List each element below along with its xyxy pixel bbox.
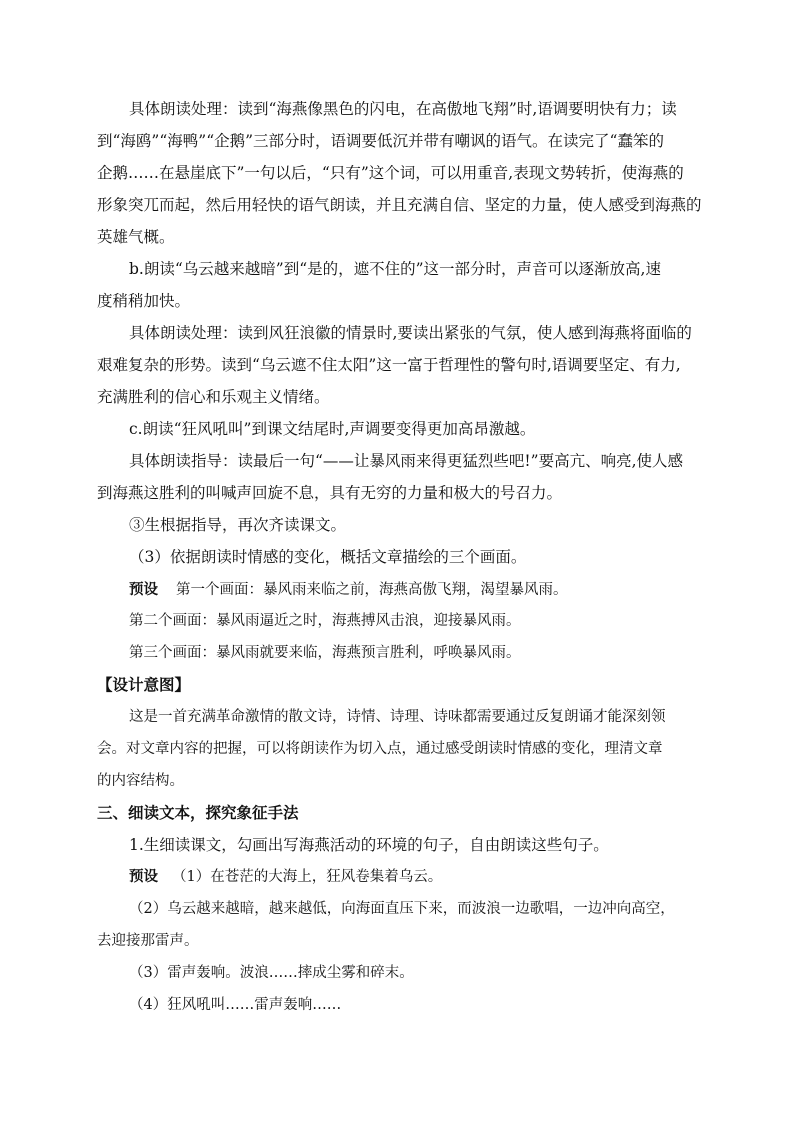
guidance-c-line-2: 到海燕这胜利的叫喊声回旋不息，具有无穷的力量和极大的号召力。 <box>97 484 563 502</box>
reading-handling-line-2: 到“海鸥”“海鸭”“企鹅”三部分时，语调要低沉并带有嘲讽的语气。在读完了“蠢笨的 <box>97 132 664 150</box>
design-intent-line-3: 的内容结构。 <box>97 773 184 789</box>
reading-handling-b-line-1: 具体朗读处理：读到风狂浪徽的情景时,要读出紧张的气氛，使人感到海燕将面临的 <box>129 324 692 342</box>
design-intent-line-1: 这是一首充满革命激情的散文诗，诗情、诗理、诗味都需要通过反复朗诵才能深刻领 <box>129 709 666 725</box>
step-1: 1.生细读课文，勾画出写海燕活动的环境的句子，自由朗读这些句子。 <box>129 836 609 854</box>
sentence-1-line <box>129 867 442 887</box>
reading-handling-b-line-3: 充满胜利的信心和乐观主义情绪。 <box>97 388 330 406</box>
section-3-heading: 三、细读文本，探究象征手法 <box>97 803 299 822</box>
item-c: c.朗读“狂风吼叫”到课文结尾时,声调要变得更加高昂激越。 <box>129 420 536 438</box>
design-intent-heading: 【设计意图】 <box>97 675 191 694</box>
scene-1: 第一个画面：暴风雨来临之前，海燕高傲飞翔，渴望暴风雨。 <box>176 582 568 598</box>
preset-label: 预设 <box>129 581 158 598</box>
reading-handling-b-line-2: 艰难复杂的形势。读到“乌云遮不住太阳”这一富于哲理性的警句时,语调要坚定、有力, <box>97 356 681 374</box>
reading-handling-line-3: 企鹅……在悬崖底下”一句以后，“只有”这个词，可以用重音,表现文势转折，使海燕的 <box>97 164 684 182</box>
sentence-3: （3）雷声轰响。波浪……摔成尘雾和碎末。 <box>129 965 414 981</box>
reading-handling-line-5: 英雄气概。 <box>97 228 175 246</box>
scene-1-line <box>129 580 568 600</box>
sentence-2-line-1: （2）乌云越来越暗，越来越低，向海面直压下来，而波浪一边歌唱，一边冲向高空， <box>129 901 675 917</box>
sentence-1: （1）在苍茫的大海上，狂风卷集着乌云。 <box>172 869 443 885</box>
scene-2: 第二个画面：暴风雨逼近之时，海燕搏风击浪，迎接暴风雨。 <box>129 613 521 629</box>
design-intent-line-2: 会。对文章内容的把握，可以将朗读作为切入点，通过感受朗读时情感的变化，理清文章 <box>97 741 663 757</box>
step-paren-3: （3）依据朗读时情感的变化，概括文章描绘的三个画面。 <box>129 548 527 566</box>
reading-handling-line-4: 形象突兀而起，然后用轻快的语气朗读，并且充满自信、坚定的力量，使人感受到海燕的 <box>97 196 702 214</box>
item-b-line-1: b.朗读“乌云越来越暗”到“是的，遮不住的”这一部分时，声音可以逐渐放高,速 <box>129 260 661 278</box>
scene-3: 第三个画面：暴风雨就要来临，海燕预言胜利，呼唤暴风雨。 <box>129 645 521 661</box>
step-circled-3: ③生根据指导，再次齐读课文。 <box>129 516 347 534</box>
preset-label-2: 预设 <box>129 868 158 885</box>
reading-handling-line-1: 具体朗读处理：读到“海燕像黑色的闪电，在高傲地飞翔”时,语调要明快有力；读 <box>129 100 677 118</box>
guidance-c-line-1: 具体朗读指导：读最后一句“——让暴风雨来得更猛烈些吧!”要高亢、响亮,使人感 <box>129 452 684 470</box>
sentence-2-line-2: 去迎接那雷声。 <box>97 933 199 949</box>
item-b-line-2: 度稍稍加快。 <box>97 292 191 310</box>
sentence-4: （4）狂风吼叫……雷声轰响…… <box>129 997 342 1013</box>
